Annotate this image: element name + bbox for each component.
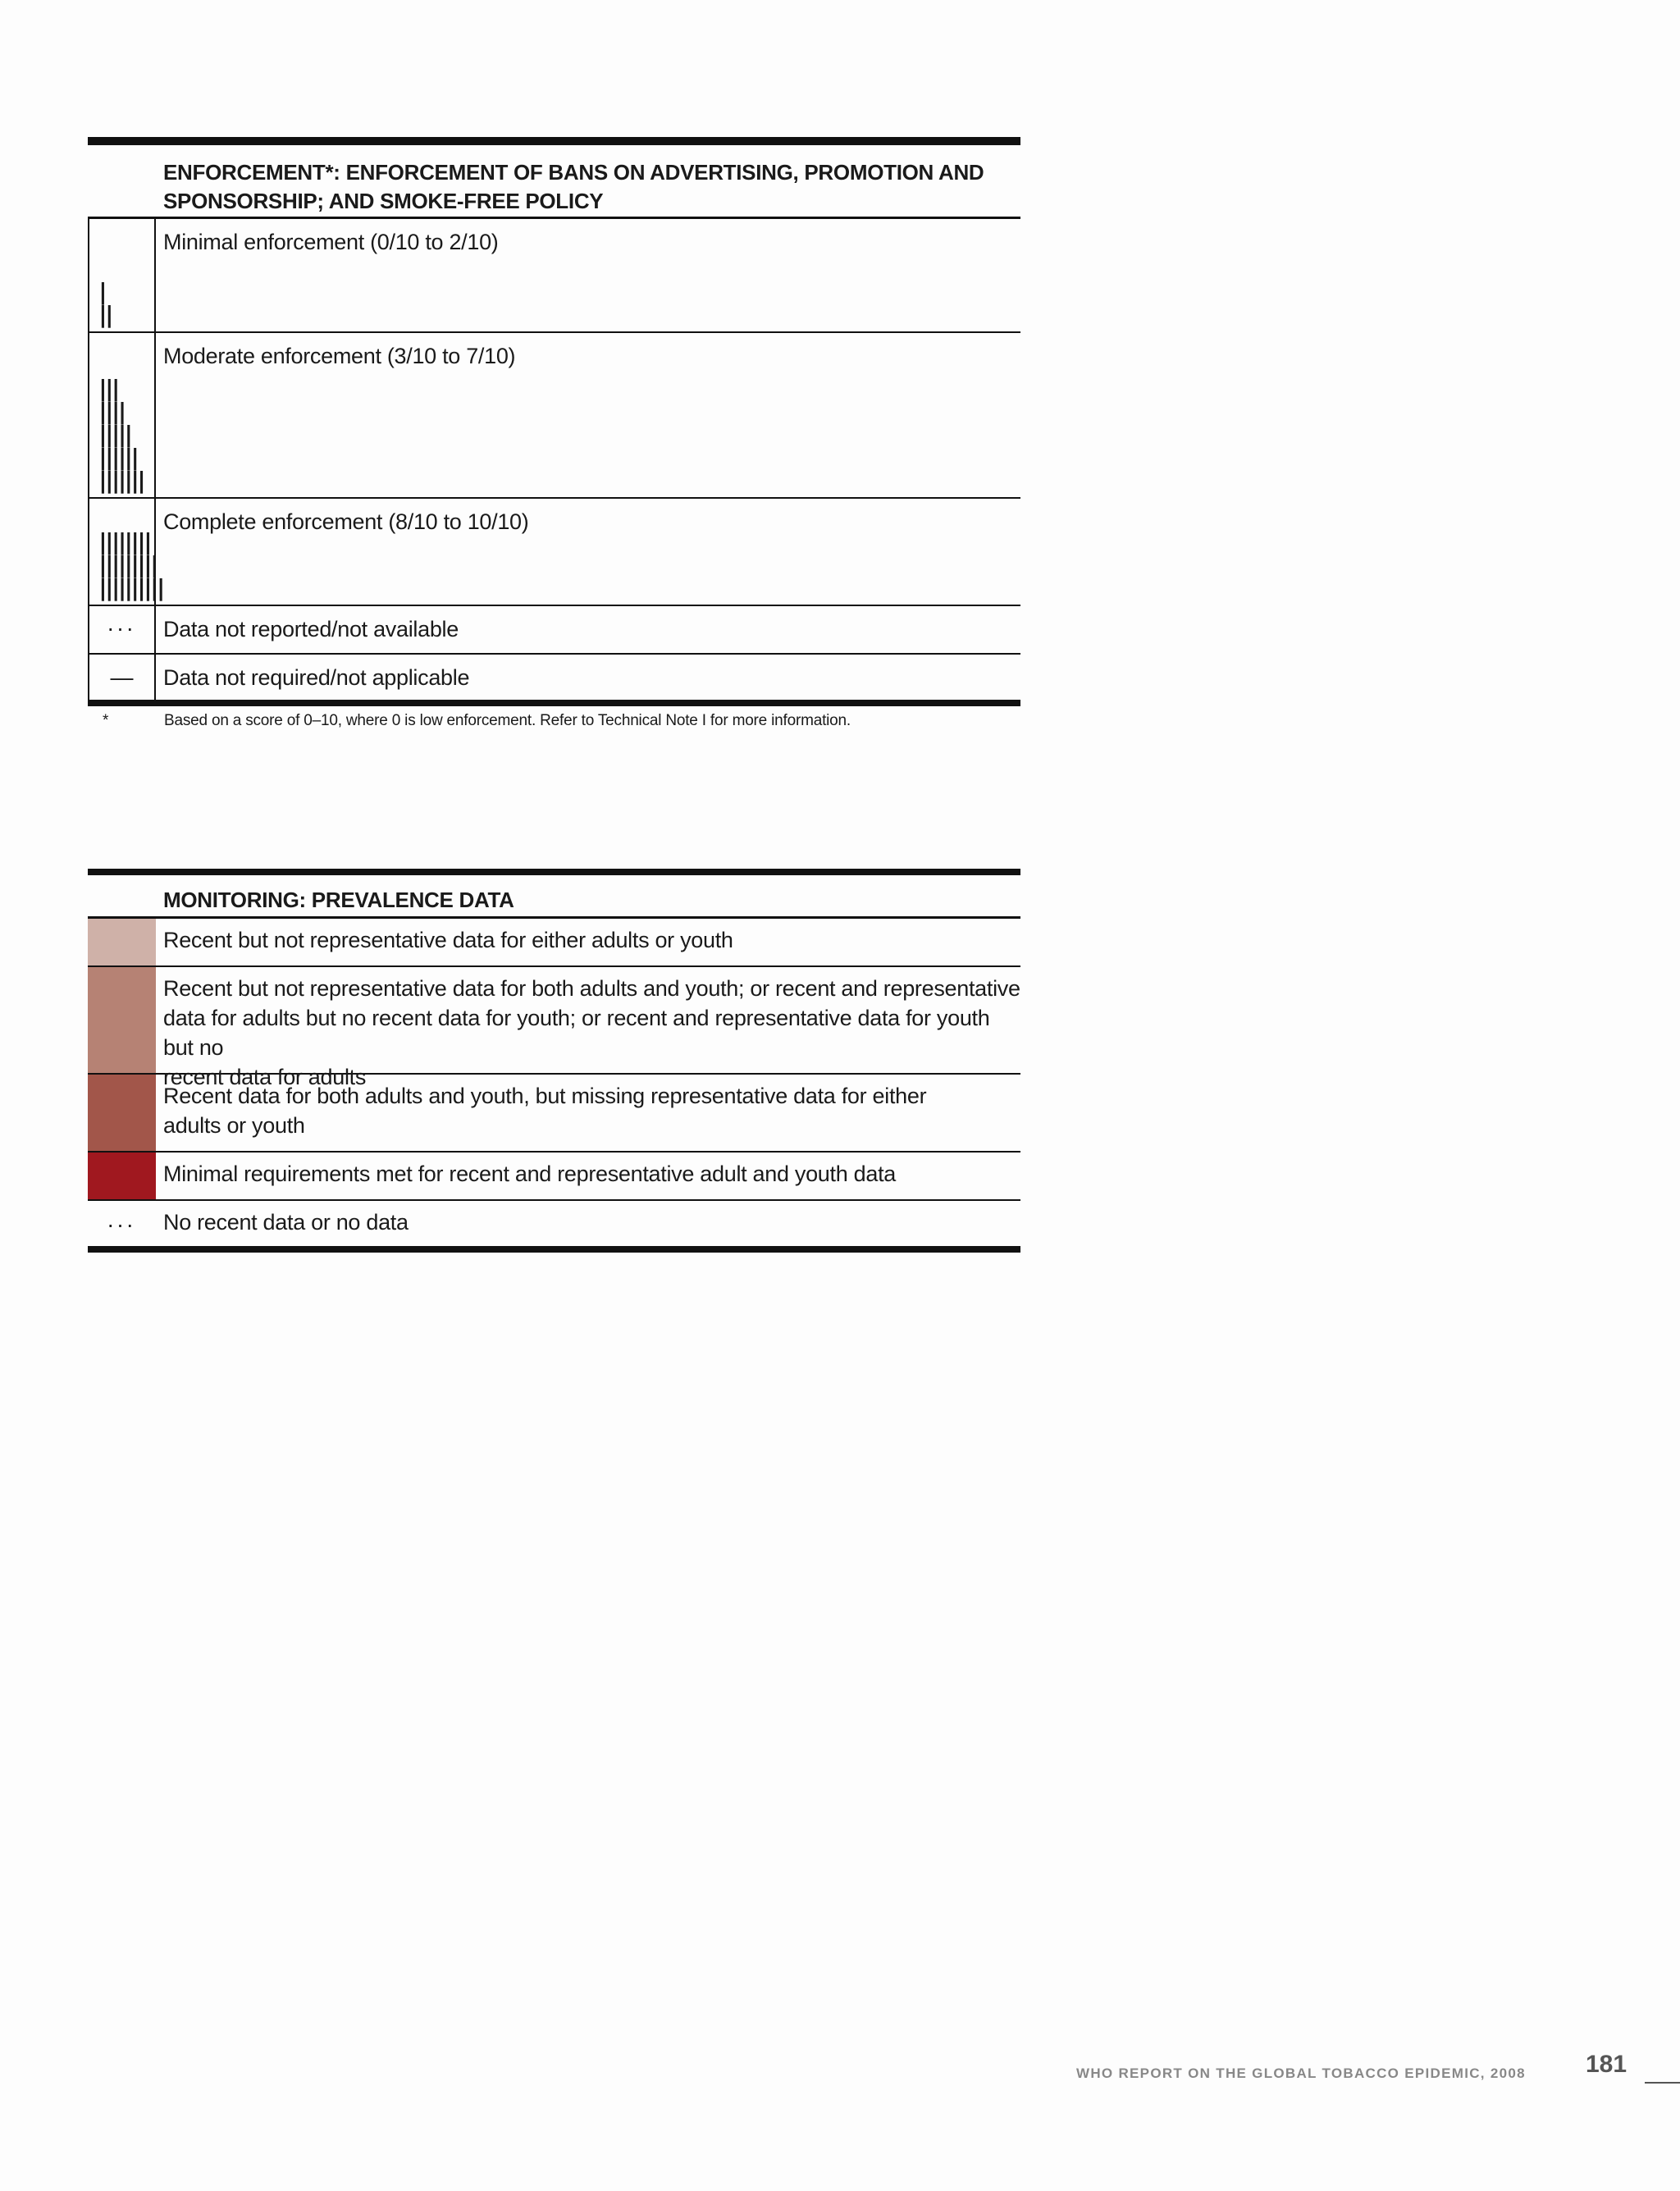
enforcement-row-not-required [88, 655, 1020, 700]
enforcement-label-not-required: Data not required/not applicable [163, 665, 470, 690]
label-line: Recent data for both adults and youth, but missing representative data for either [163, 1084, 927, 1108]
monitoring-title: MONITORING: PREVALENCE DATA [163, 888, 514, 912]
tally-line: |||||| [96, 444, 135, 471]
label-line: Recent but not representative data for both adults and youth; or recent and representative [163, 976, 1020, 1001]
color-swatch [88, 919, 156, 965]
enforcement-key-minimal [88, 219, 156, 331]
ellipsis-key [88, 1201, 156, 1246]
monitoring-rows [88, 919, 1020, 1246]
tally-ticks-icon [96, 528, 161, 601]
monitoring-label [156, 1153, 1020, 1199]
label-line: recent data for adults [163, 1065, 367, 1089]
enforcement-header [88, 145, 1020, 219]
top-rule [88, 137, 1020, 145]
tally-line: ||||| [96, 421, 129, 448]
top-rule [88, 869, 1020, 875]
color-swatch [88, 967, 156, 1073]
monitoring-header [88, 875, 1020, 919]
tally-line: |||||||||| [96, 574, 161, 601]
enforcement-label-moderate: Moderate enforcement (3/10 to 7/10) [163, 344, 516, 368]
monitoring-row [88, 919, 1020, 967]
monitoring-label [156, 1075, 1020, 1151]
tally-ticks-icon [96, 377, 141, 492]
report-footer: WHO REPORT ON THE GLOBAL TOBACCO EPIDEMIC, 2008 [1076, 2065, 1526, 2081]
tally-line: || [96, 301, 109, 328]
ellipsis-icon: ... [107, 610, 137, 636]
tally-line: ||| [96, 375, 116, 402]
bottom-rule [88, 700, 1020, 706]
label-line: data for adults but no recent data for youth; or recent and representative data for youth but no [163, 1006, 990, 1060]
enforcement-row-minimal [88, 219, 1020, 333]
label-line: adults or youth [163, 1113, 305, 1138]
enforcement-label-minimal: Minimal enforcement (0/10 to 2/10) [163, 230, 499, 254]
monitoring-row [88, 1153, 1020, 1201]
monitoring-row [88, 1075, 1020, 1153]
label-line: Recent but not representative data for either adults or youth [163, 928, 733, 952]
footnote-text: Based on a score of 0–10, where 0 is low enforcement. Refer to Technical Note I for more information. [164, 712, 851, 729]
page-number-rule [1645, 2082, 1680, 2084]
monitoring-legend [88, 869, 1020, 1253]
enforcement-footnote [103, 712, 851, 730]
tally-line: ||||||||| [96, 551, 154, 578]
monitoring-label [156, 1201, 1020, 1246]
footnote-star: * [103, 712, 109, 729]
enforcement-key-moderate [88, 333, 156, 497]
enforcement-key-complete [88, 499, 161, 605]
monitoring-row [88, 1201, 1020, 1246]
page-number: 181 [1586, 2051, 1628, 2078]
tally-line: | [96, 278, 103, 305]
enforcement-title-line1: ENFORCEMENT*: ENFORCEMENT OF BANS ON ADVERTISING, PROMOTION AND [163, 160, 984, 185]
em-dash-icon: — [110, 664, 134, 690]
enforcement-title-line2: SPONSORSHIP; AND SMOKE-FREE POLICY [163, 189, 604, 213]
monitoring-row [88, 967, 1020, 1089]
label-line: No recent data or no data [163, 1210, 409, 1235]
enforcement-row-moderate [88, 333, 1020, 499]
bottom-rule [88, 1246, 1020, 1253]
color-swatch [88, 1153, 156, 1199]
color-swatch [88, 1075, 156, 1151]
monitoring-label [156, 967, 1020, 1089]
tally-line: ||||||| [96, 467, 142, 494]
tally-ticks-icon [96, 278, 109, 328]
monitoring-label [156, 919, 1020, 965]
enforcement-row-complete [88, 499, 1020, 606]
enforcement-label-complete: Complete enforcement (8/10 to 10/10) [163, 509, 529, 534]
enforcement-row-not-reported [88, 606, 1020, 655]
enforcement-label-not-reported: Data not reported/not available [163, 617, 459, 641]
label-line: Minimal requirements met for recent and representative adult and youth data [163, 1162, 896, 1186]
ellipsis-icon: ... [107, 1207, 137, 1232]
tally-line: |||||||| [96, 528, 148, 555]
tally-line: |||| [96, 398, 122, 425]
enforcement-legend [88, 137, 1020, 706]
